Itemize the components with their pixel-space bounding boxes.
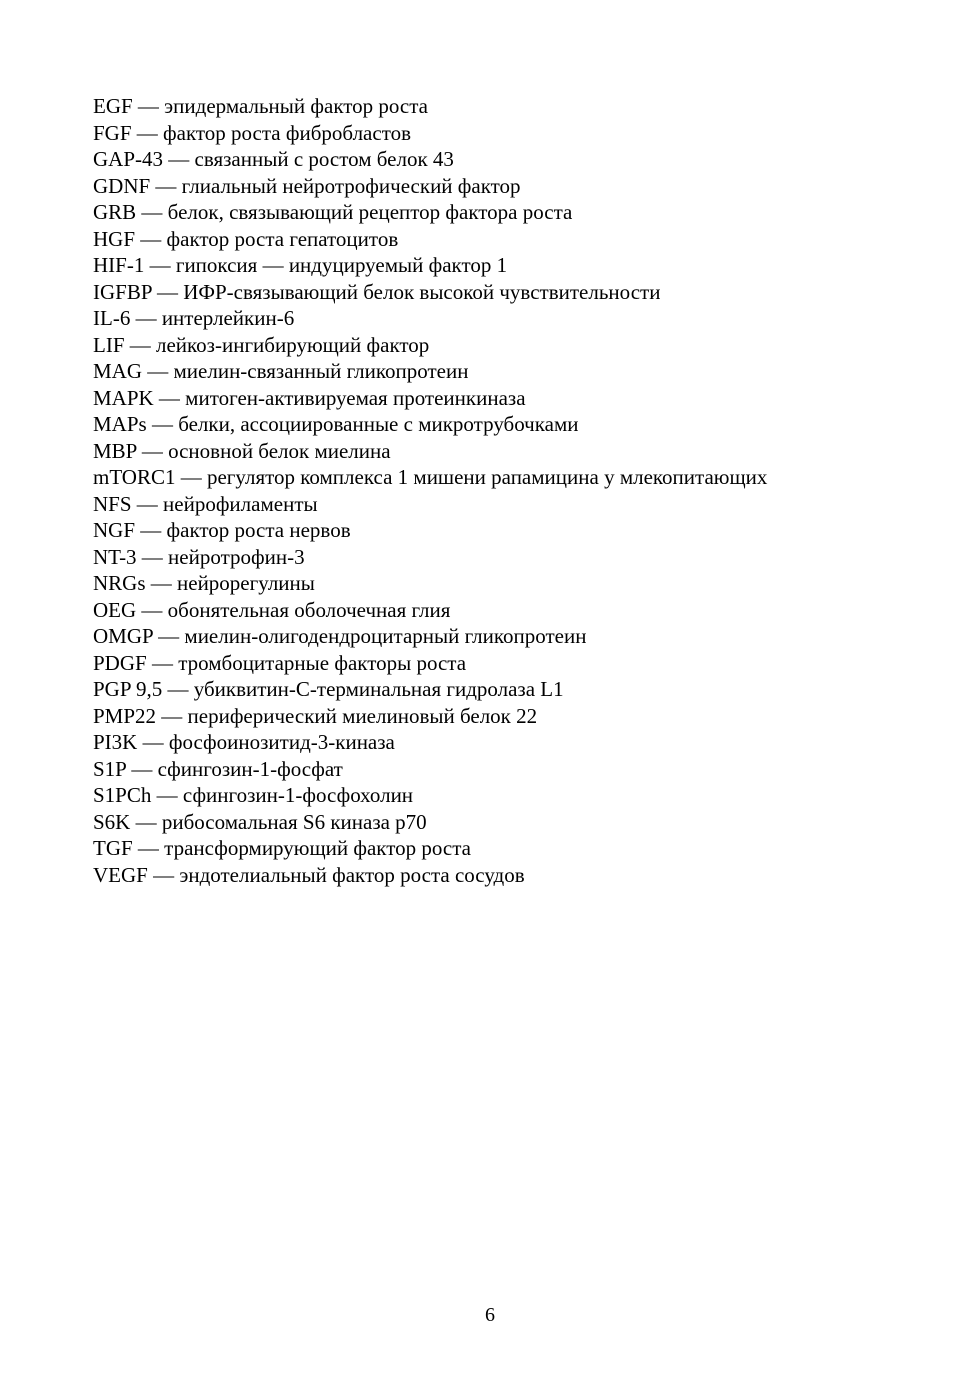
abbreviation-entry: PGP 9,5 — убиквитин-С-терминальная гидролаза L1 [93,677,564,701]
abbreviation-entry: VEGF — эндотелиальный фактор роста сосудов [93,862,525,887]
abbreviation-entry: HIF-1 — гипоксия — индуцируемый фактор 1 [93,253,508,277]
abbreviation-entry: LIF — лейкоз-ингибирующий фактор [93,332,430,357]
abbreviation-entry: IL-6 — интерлейкин-6 [93,306,295,330]
abbreviation-entry: NFS — нейрофиламенты [93,491,318,516]
abbreviation-entry: S1PCh — сфингозин-1-фосфохолин [93,783,414,807]
abbreviation-entry: OMGP — миелин-олигодендроцитарный гликопротеин [93,624,587,648]
abbreviation-entry: MAPK — митоген-активируемая протеинкиназа [93,385,526,410]
abbreviation-entry: NGF — фактор роста нервов [93,518,351,542]
abbreviation-entry: PMP22 — периферический миелиновый белок 22 [93,703,538,728]
page-number: 6 [485,1304,495,1326]
abbreviation-entry: S1P — сфингозин-1-фосфат [93,756,343,781]
abbreviation-entry: MAG — миелин-связанный гликопротеин [93,359,469,383]
abbreviation-entry: NT-3 — нейротрофин-3 [93,544,305,569]
abbreviation-entry: TGF — трансформирующий фактор роста [93,836,471,860]
abbreviation-entry: NRGs — нейрорегулины [93,571,315,595]
abbreviation-entry: MAPs — белки, ассоциированные с микротрубочками [93,412,579,436]
abbreviation-entry: FGF — фактор роста фибробластов [93,120,412,145]
abbreviation-entry: MBP — основной белок миелина [93,438,391,463]
abbreviation-entry: S6K — рибосомальная S6 киназа p70 [93,809,427,834]
abbreviation-entry: GAP-43 — связанный с ростом белок 43 [93,147,454,171]
abbreviation-entry: IGFBP — ИФР-связывающий белок высокой чувствительности [93,279,661,304]
abbreviation-entry: PDGF — тромбоцитарные факторы роста [93,650,467,675]
abbreviation-entry: mTORC1 — регулятор комплекса 1 мишени рапамицина у млекопитающих [93,465,768,489]
abbreviation-entry: PI3K — фосфоинозитид-3-киназа [93,730,395,754]
abbreviation-entry: GDNF — глиальный нейротрофический фактор [93,173,521,198]
abbreviation-entry: OEG — обонятельная оболочечная глия [93,597,451,622]
abbreviation-entry: EGF — эпидермальный фактор роста [93,94,428,118]
abbreviation-list [93,93,953,888]
abbreviation-entry: GRB — белок, связывающий рецептор фактора роста [93,200,573,224]
abbreviation-entry: HGF — фактор роста гепатоцитов [93,226,399,251]
